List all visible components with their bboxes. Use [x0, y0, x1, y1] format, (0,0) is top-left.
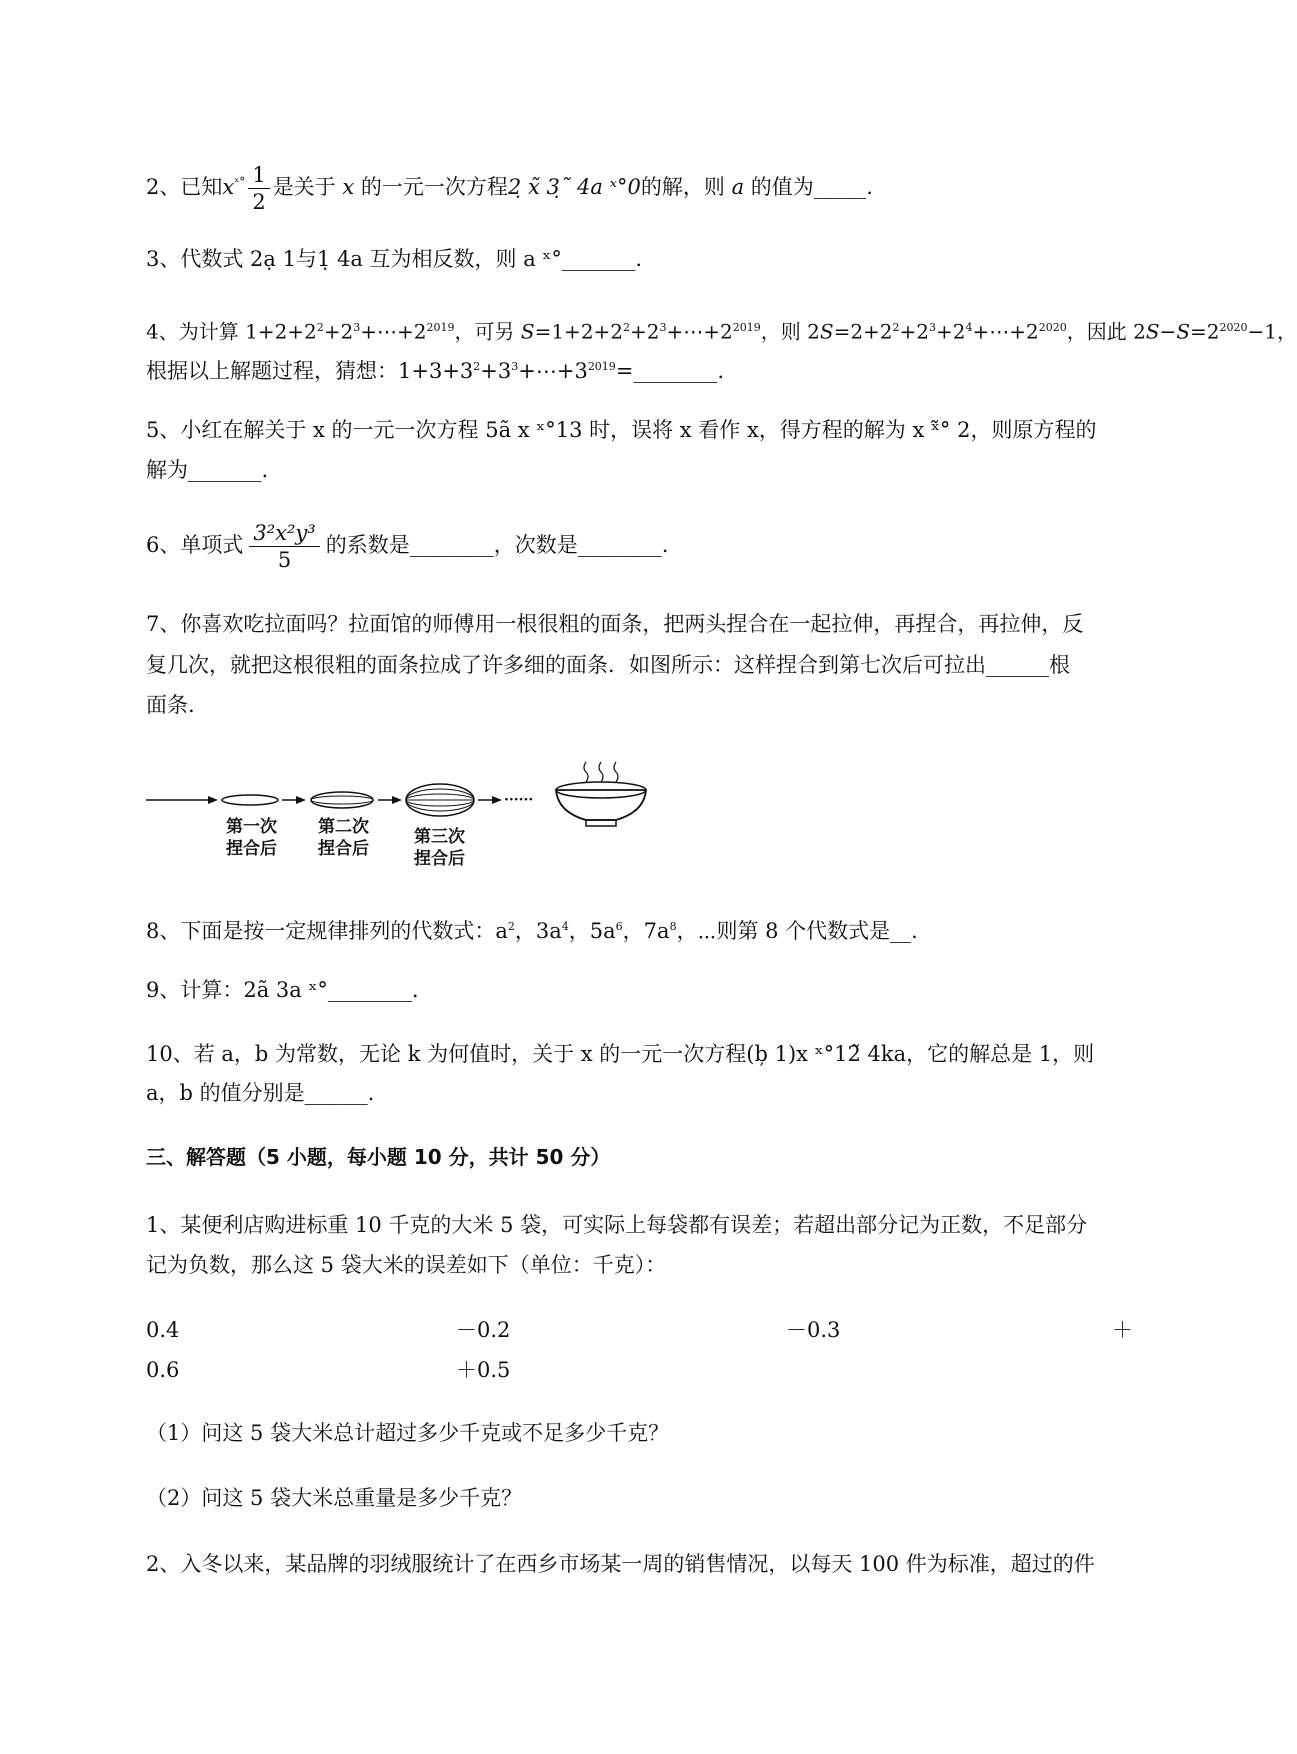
value-cell: －0.2 — [456, 1318, 511, 1342]
label-1-line-2: 捏合后 — [226, 839, 277, 859]
noodle-loop-2 — [311, 792, 373, 808]
section-3-heading: 三、解答题（5 小题，每小题 10 分，共计 50 分） — [146, 1145, 611, 1169]
value-cell: ＋ — [1112, 1318, 1133, 1342]
label-2-line-1: 第二次 — [318, 817, 369, 837]
question-4-line-1: 4、为计算 $1+2+2^2+2^3+\cdots+2^{2019}$，可另 $S=1+2+2^2+2^3+\cdots+2^{2019}$，则 $2S=2+2^2+2^3+2^4+\cdots+2^{2020}$，因此 $2S-S=2^{2020}-1$， — [146, 319, 1297, 344]
question-3: 3、代数式 2ạ 1与1̣ 4a 互为相反数，则 a ˣ°_______. — [146, 247, 642, 271]
noodle-loop-1 — [222, 795, 278, 805]
label-3-line-2: 捏合后 — [414, 849, 465, 869]
question-2: 2、已知$x^{ˣ^\circ}$ $\frac{1}{2}$ 是关于 x 的一元一次方程2̣ x̃ 3̣˜ 4a ˣ°0的解，则 a 的值为_____. — [146, 163, 873, 214]
arrow-icon — [492, 796, 502, 804]
arrow-icon — [296, 796, 306, 804]
problem-1-sub-1: （1）问这 5 袋大米总计超过多少千克或不足多少千克？ — [146, 1421, 670, 1445]
arrow-icon — [392, 796, 402, 804]
question-9: 9、计算：2ã 3a ˣ°________. — [146, 978, 419, 1002]
bowl-icon — [556, 790, 646, 820]
problem-1-sub-2: （2）问这 5 袋大米总重量是多少千克？ — [146, 1486, 523, 1510]
value-cell: ＋0.5 — [456, 1358, 511, 1382]
fraction-half: $\frac{1}{2}$ — [248, 162, 269, 215]
arrow-icon — [208, 796, 218, 804]
question-7-line-2: 复几次，就把这根很粗的面条拉成了许多细的面条．如图所示：这样捏合到第七次后可拉出______根 — [146, 653, 1070, 677]
dots: ······ — [504, 792, 534, 808]
value-cell: 0.6 — [146, 1358, 180, 1382]
steam-icon — [614, 762, 618, 782]
problem-2-line-1: 2、入冬以来，某品牌的羽绒服统计了在西乡市场某一周的销售情况，以每天 100 件为标准，超过的件 — [146, 1552, 1095, 1576]
question-6: 6、单项式 $\frac{\text{3²x²y³}}{5}$ 的系数是________，次数是________. — [146, 521, 669, 572]
steam-icon — [599, 762, 603, 782]
problem-1-line-2: 记为负数，那么这 5 袋大米的误差如下（单位：千克）： — [146, 1253, 667, 1277]
problem-1-line-1: 1、某便利店购进标重 10 千克的大米 5 袋，可实际上每袋都有误差；若超出部分记为正数，不足部分 — [146, 1213, 1088, 1237]
value-cell: 0.4 — [146, 1318, 180, 1342]
label-2-line-2: 捏合后 — [318, 839, 369, 859]
label-3-line-1: 第三次 — [414, 827, 465, 847]
question-5-line-2: 解为_______. — [146, 458, 269, 482]
question-10-line-2: a，b 的值分别是______. — [146, 1081, 375, 1105]
steam-icon — [584, 762, 588, 782]
question-4-line-2: 根据以上解题过程，猜想：$1+3+3^2+3^3+\cdots+3^{2019}=\_\_\_\_\_\_\_\_$. — [146, 359, 725, 383]
question-8: 8、下面是按一定规律排列的代数式：$a^2$，$3a^4$，$5a^6$，$7a^8$，⋯则第 8 个代数式是__. — [146, 919, 918, 943]
question-5-line-1: 5、小红在解关于 x 的一元一次方程 5ã x ˣ°13 时，误将 x 看作 x，得方程的解为 x ˣ̃° 2，则原方程的 — [146, 418, 1097, 442]
fraction-monomial: $\frac{\text{3²x²y³}}{5}$ — [249, 520, 319, 573]
question-10-line-1: 10、若 a，b 为常数，无论 k 为何值时，关于 x 的一元一次方程(b̦ 1)x ˣ°12̃ 4ka，它的解总是 1，则 — [146, 1042, 1095, 1066]
question-7-line-1: 7、你喜欢吃拉面吗？拉面馆的师傅用一根很粗的面条，把两头捏合在一起拉伸，再捏合，再拉伸，反 — [146, 612, 1084, 636]
value-cell: －0.3 — [786, 1318, 841, 1342]
noodle-figure — [146, 760, 686, 870]
label-1-line-1: 第一次 — [226, 817, 277, 837]
question-7-line-3: 面条. — [146, 693, 195, 717]
